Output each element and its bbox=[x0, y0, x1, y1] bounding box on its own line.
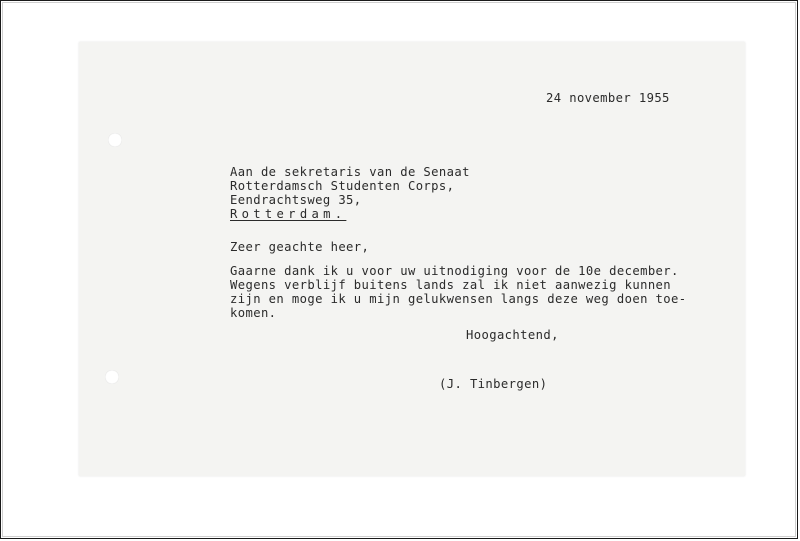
address-city: Rotterdam. bbox=[230, 207, 347, 221]
signature: (J. Tinbergen) bbox=[439, 377, 548, 391]
letter-date: 24 november 1955 bbox=[546, 91, 670, 105]
address-line-2: Rotterdamsch Studenten Corps, bbox=[230, 179, 455, 193]
salutation: Zeer geachte heer, bbox=[230, 240, 370, 254]
body-line-4: komen. bbox=[230, 306, 277, 320]
letter-paper bbox=[79, 42, 745, 476]
closing: Hoogachtend, bbox=[466, 328, 559, 342]
letter-body bbox=[230, 264, 687, 320]
address-line-1: Aan de sekretaris van de Senaat bbox=[230, 165, 470, 179]
body-line-1: Gaarne dank ik u voor uw uitnodiging voor de 10e december. bbox=[230, 264, 679, 278]
body-line-3: zijn en moge ik u mijn gelukwensen langs deze weg doen toe- bbox=[230, 292, 687, 306]
address-line-3: Eendrachtsweg 35, bbox=[230, 193, 362, 207]
punch-hole-top bbox=[108, 133, 122, 147]
body-line-2: Wegens verblijf buitens lands zal ik niet aanwezig kunnen bbox=[230, 278, 672, 292]
recipient-address bbox=[230, 165, 470, 221]
punch-hole-bottom bbox=[105, 370, 119, 384]
